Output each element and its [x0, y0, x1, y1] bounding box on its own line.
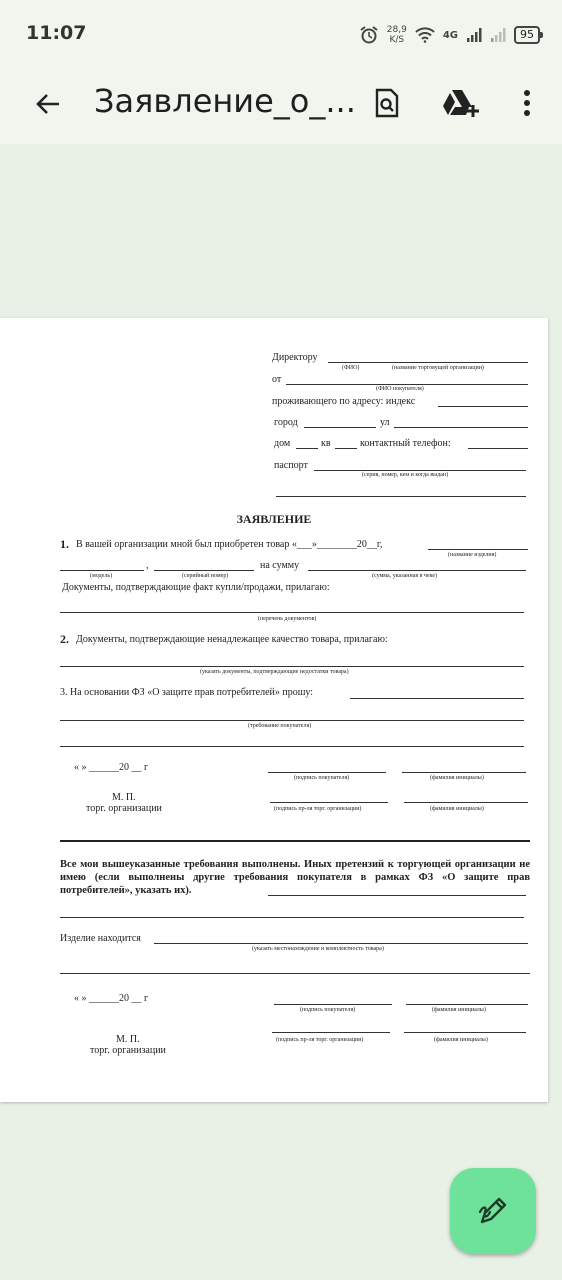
- name-initials-hint-rep: (фамилия инициалы): [430, 806, 484, 812]
- line-sum: [308, 570, 526, 571]
- apt-label: кв: [321, 438, 331, 449]
- line-passport: [314, 470, 526, 471]
- serial-hint: (серийный номер): [182, 573, 229, 579]
- name-initials-hint-rep-2: (фамилия инициалы): [434, 1037, 488, 1043]
- line-final-1: [268, 895, 526, 896]
- line-signature-buyer: [268, 772, 386, 773]
- line-requirement: [60, 720, 524, 721]
- item3-text: 3. На основании ФЗ «О защите прав потребителей» прошу:: [60, 687, 314, 698]
- line-from: [286, 384, 528, 385]
- line-location-2: [60, 973, 530, 974]
- network-speed: [387, 25, 407, 45]
- search-in-document-button[interactable]: [364, 80, 410, 126]
- line-item3: [350, 698, 524, 699]
- signature-rep-hint-2: (подпись пр-ля торг. организации): [276, 1037, 364, 1043]
- passport-label: паспорт: [274, 460, 308, 471]
- app-bar: [0, 66, 562, 144]
- line-name-buyer: [402, 772, 526, 773]
- comma: ,: [146, 560, 149, 571]
- document-heading: ЗАЯВЛЕНИЕ: [236, 512, 312, 526]
- signal-weak-icon: [490, 27, 506, 43]
- docs-list-hint: (перечень документов): [258, 616, 317, 622]
- line-street: [394, 427, 528, 428]
- speed-value: 28,9: [386, 25, 407, 35]
- signature-buyer-hint-2: (подпись покупателя): [300, 1007, 356, 1013]
- network-type: 4G: [442, 29, 458, 41]
- add-to-drive-button[interactable]: [438, 80, 484, 126]
- location-hint: (указать местонахождение и комплектность товара): [252, 946, 384, 952]
- phone-label: контактный телефон:: [360, 438, 451, 449]
- passport-hint: (серия, номер, кем и когда выдан): [362, 472, 449, 478]
- item1-number: 1.: [60, 537, 69, 551]
- from-label: от: [272, 374, 282, 385]
- signal-icon: [466, 27, 482, 43]
- line-signature-buyer-2: [274, 1004, 392, 1005]
- signature-rep-hint: (подпись пр-ля торг. организации): [274, 806, 362, 812]
- item2-hint: (указать документы, подтверждающие недостатки товара): [200, 669, 349, 675]
- line-serial: [154, 570, 254, 571]
- status-icons: [359, 20, 540, 50]
- status-time: 11:07: [26, 22, 87, 44]
- line-model: [60, 570, 144, 571]
- line-item2: [60, 666, 524, 667]
- document-search-icon: [373, 88, 401, 118]
- director-label: Директору: [272, 352, 318, 363]
- date-text-2: « » ______20 __ г: [74, 993, 149, 1004]
- arrow-back-icon: [34, 90, 62, 118]
- house-label: дом: [274, 438, 291, 449]
- line-name-buyer-2: [406, 1004, 528, 1005]
- back-button[interactable]: [26, 82, 70, 126]
- add-to-drive-icon: [442, 88, 480, 118]
- wifi-icon: [415, 27, 435, 43]
- model-hint: (модель): [90, 573, 113, 579]
- status-bar: [0, 0, 562, 66]
- more-vert-icon: [523, 89, 531, 117]
- final-paragraph: Все мои вышеуказанные требования выполнены. Иных претензий к торгующей организации не имею (если выполнены другие требования покупателя в рамках ФЗ «О защите прав потребителей», указать их).: [60, 859, 530, 896]
- line-name-rep: [404, 802, 528, 803]
- docs-purchase-text: Документы, подтверждающие факт купли/продажи, прилагаю:: [62, 582, 330, 593]
- line-phone: [468, 448, 528, 449]
- item2-text: Документы, подтверждающие ненадлежащее качество товара, прилагаю:: [76, 634, 388, 645]
- sum-hint: (сумма, указанная в чеке): [372, 573, 438, 579]
- requirement-hint: (требование покупателя): [248, 723, 312, 729]
- document-page[interactable]: [0, 318, 548, 1102]
- line-apt: [335, 448, 357, 449]
- name-initials-hint: (фамилия инициалы): [430, 775, 484, 781]
- line-city: [304, 427, 376, 428]
- item1-text: В вашей организации мной был приобретен товар «___»________20__г,: [76, 539, 383, 550]
- stamp-label: М. П.: [112, 792, 136, 803]
- date-text: « » ______20 __ г: [74, 762, 149, 773]
- line-location: [154, 943, 528, 944]
- name-initials-hint-2: (фамилия инициалы): [432, 1007, 486, 1013]
- product-name-hint: (название изделия): [448, 552, 497, 558]
- line-signature-rep: [270, 802, 388, 803]
- item2-number: 2.: [60, 632, 69, 646]
- org-label-2: торг. организации: [90, 1045, 166, 1056]
- city-label: город: [274, 417, 298, 428]
- line-passport-2: [276, 496, 526, 497]
- line-final-2: [60, 917, 524, 918]
- line-index: [438, 406, 528, 407]
- speed-unit: K/S: [389, 35, 405, 45]
- section-divider: [60, 840, 530, 842]
- street-label: ул: [380, 417, 390, 428]
- sum-label: на сумму: [260, 560, 300, 571]
- org-label: торг. организации: [86, 803, 162, 814]
- buyer-fio-hint: (ФИО покупателя): [376, 386, 424, 392]
- stamp-label-2: М. П.: [116, 1034, 140, 1045]
- line-signature-rep-2: [272, 1032, 390, 1033]
- org-hint: (название торговущей организации): [392, 365, 484, 371]
- battery-indicator: 95: [514, 26, 540, 44]
- signature-buyer-hint: (подпись покупателя): [294, 775, 350, 781]
- item-location-label: Изделие находится: [60, 933, 141, 944]
- line-name-rep-2: [404, 1032, 526, 1033]
- fio-hint: (ФИО): [342, 365, 360, 371]
- line-house: [296, 448, 318, 449]
- line-director: [328, 362, 528, 363]
- edit-pen-icon: [476, 1194, 510, 1228]
- line-requirement-2: [60, 746, 524, 747]
- address-label: проживающего по адресу: индекс: [272, 396, 416, 407]
- edit-button[interactable]: [450, 1168, 536, 1254]
- alarm-icon: [359, 25, 379, 45]
- line-docs-list: [60, 612, 524, 613]
- more-options-button[interactable]: [504, 80, 550, 126]
- line-product: [428, 549, 528, 550]
- document-title: Заявление_о_...: [94, 82, 356, 120]
